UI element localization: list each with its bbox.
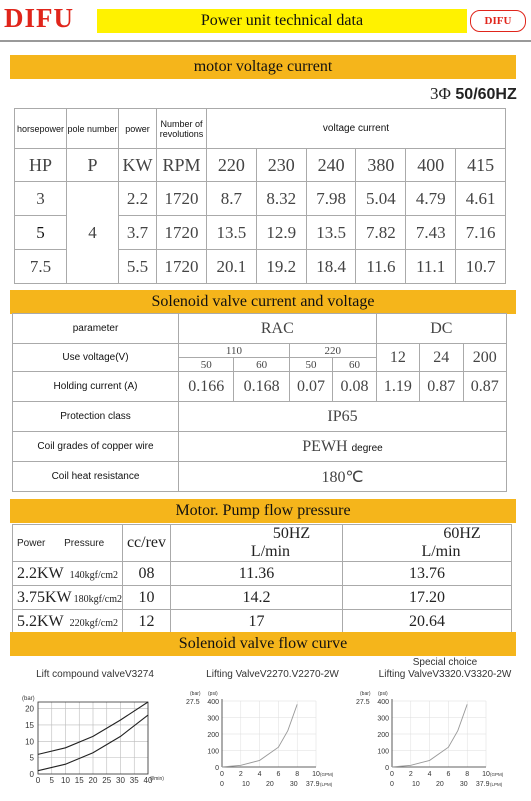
- special-choice-label: Special choice: [412, 657, 478, 668]
- x2-axis-label: (LPM): [320, 782, 333, 787]
- cell-rpm: 1720: [157, 250, 207, 284]
- sym-kw: KW: [119, 149, 157, 182]
- chart-lifting-valve-v2270: [182, 689, 342, 794]
- label-heat-resistance: Coil heat resistance: [13, 462, 179, 492]
- chart2-title: Lifting ValveV2270.V2270-2W: [206, 669, 339, 680]
- section-title-solenoid-current: Solenoid valve current and voltage: [10, 290, 516, 314]
- y-tick-label: 200: [207, 732, 219, 739]
- cell-current: 8.32: [256, 182, 306, 216]
- chart-lifting-valve-v3320: [352, 689, 512, 794]
- cell-cc-rev: 08: [122, 562, 170, 586]
- x-tick-label: 25: [102, 776, 112, 785]
- chart-lift-compound-valve: [10, 692, 170, 792]
- x-axis-label: (l/min): [150, 776, 164, 782]
- x-tick-label: 35: [129, 776, 139, 785]
- table-row: [13, 462, 507, 492]
- label-use-voltage: Use voltage(V): [13, 344, 179, 372]
- cell-current: 13.5: [306, 216, 356, 250]
- col-horsepower: horsepower: [15, 109, 67, 149]
- col-power: power: [119, 109, 157, 149]
- cell-current: 4.79: [406, 182, 456, 216]
- cell-hp: 3: [15, 182, 67, 216]
- cell-current: 7.43: [406, 216, 456, 250]
- x-tick-label: 0: [35, 776, 41, 785]
- x2-axis-label: (LPM): [490, 782, 503, 787]
- cell-power: 2.2KW: [17, 564, 64, 582]
- y-axis-label: (bar): [22, 696, 35, 702]
- x-tick-label: 10: [61, 776, 70, 785]
- col-60hz: [342, 525, 511, 562]
- cell-60hz: 20.64: [342, 610, 511, 634]
- x-tick-label: 15: [74, 776, 84, 785]
- x-tick-label: 40: [143, 776, 153, 785]
- voltage-380: 380: [356, 149, 406, 182]
- y-tick-label: 100: [377, 748, 389, 756]
- x2-tick-label: 0: [220, 781, 224, 788]
- phase-symbol: 3Φ: [430, 84, 451, 103]
- label-parameter: parameter: [13, 314, 179, 344]
- sym-p: P: [67, 149, 119, 182]
- col-60hz-label: 60HZ: [443, 525, 481, 542]
- cell-current: 12.9: [256, 216, 306, 250]
- col-50hz-unit: L/min: [250, 543, 291, 560]
- y-tick-label: 5: [29, 753, 34, 763]
- header: [0, 0, 531, 40]
- cell-kw: 3.7: [119, 216, 157, 250]
- y-tick-label: 400: [207, 699, 219, 706]
- voltage-230: 230: [256, 149, 306, 182]
- col-revolutions: Number of revolutions: [157, 109, 207, 149]
- cell-rpm: 1720: [157, 182, 207, 216]
- table-header-row: [13, 525, 512, 562]
- y2-axis-label: (psi): [208, 691, 218, 697]
- x-tick-label: 2: [408, 771, 413, 778]
- table-row: [13, 432, 507, 462]
- cell-pressure: 180kgf/cm2: [73, 593, 122, 605]
- voltage-110: 110: [179, 344, 290, 358]
- cell-current: 10.7: [456, 250, 506, 284]
- cell-pressure: 140kgf/cm2: [69, 569, 118, 581]
- cell-hp: 7.5: [15, 250, 67, 284]
- table-row: [13, 314, 507, 344]
- x-tick-label: 10: [482, 771, 490, 778]
- x2-tick-label: 37.9: [305, 781, 320, 788]
- x-tick-label: 8: [465, 771, 470, 778]
- col-pole-number: pole number: [67, 109, 119, 149]
- cell-50hz: 14.2: [170, 586, 342, 610]
- holding-value: 1.19: [376, 372, 419, 402]
- table-row: [13, 562, 512, 586]
- solenoid-current-table: [12, 313, 507, 492]
- x2-tick-label: 0: [390, 781, 394, 788]
- dc-voltage-200: 200: [463, 344, 507, 372]
- cell-current: 8.7: [207, 182, 257, 216]
- pump-flow-table: [12, 524, 512, 634]
- y-axis-label: (bar): [190, 691, 201, 697]
- col-cc-rev: cc/rev: [122, 525, 170, 562]
- table-symbol-row: [15, 149, 506, 182]
- cell-current: 11.6: [356, 250, 406, 284]
- y-tick-label: 0: [215, 765, 219, 772]
- holding-value: 0.07: [289, 372, 332, 402]
- holding-value: 0.87: [420, 372, 463, 402]
- cell-60hz: 17.20: [342, 586, 511, 610]
- freq-50: 50: [289, 358, 332, 372]
- difu-badge-logo: DIFU: [470, 10, 526, 32]
- cell-current: 7.98: [306, 182, 356, 216]
- label-protection-class: Protection class: [13, 402, 179, 432]
- cell-current: 13.5: [207, 216, 257, 250]
- holding-value: 0.166: [179, 372, 234, 402]
- cell-power: 5.2KW: [17, 612, 64, 630]
- cell-kw: 5.5: [119, 250, 157, 284]
- x-axis-label: (GPM): [320, 772, 334, 777]
- cell-50hz: 17: [170, 610, 342, 634]
- section-title-pump-flow: Motor. Pump flow pressure: [10, 499, 516, 523]
- y-tick-label: 400: [377, 699, 389, 706]
- x-tick-label: 0: [220, 771, 224, 778]
- col-60hz-unit: L/min: [421, 543, 461, 560]
- y-tick-label: 0: [385, 765, 389, 772]
- y-tick-label: 15: [25, 720, 34, 730]
- cell-current: 7.82: [356, 216, 406, 250]
- holding-value: 0.168: [234, 372, 289, 402]
- y-tick-label: 300: [207, 715, 219, 723]
- cell-current: 20.1: [207, 250, 257, 284]
- table-header-row: [15, 109, 506, 149]
- header-divider: [0, 40, 531, 42]
- voltage-220: 220: [289, 344, 376, 358]
- col-pressure: Pressure: [64, 537, 105, 549]
- x-tick-label: 30: [116, 776, 125, 785]
- voltage-400: 400: [406, 149, 456, 182]
- cell-cc-rev: 10: [122, 586, 170, 610]
- chart1-title: Lift compound valveV3274: [36, 669, 154, 680]
- table-row: [13, 344, 507, 358]
- section-title-flow-curve: Solenoid valve flow curve: [10, 632, 516, 656]
- cell-power-pressure: [13, 610, 123, 634]
- holding-value: 0.08: [333, 372, 376, 402]
- x-tick-label: 20: [88, 776, 98, 785]
- y2-tick-label: 27.5: [356, 699, 370, 706]
- cell-kw: 2.2: [119, 182, 157, 216]
- page-title: Power unit technical data: [97, 9, 467, 33]
- x-tick-label: 6: [276, 771, 281, 778]
- label-holding-current: Holding current (A): [13, 372, 179, 402]
- x2-tick-label: 20: [265, 781, 274, 788]
- cell-60hz: 13.76: [342, 562, 511, 586]
- dc-voltage-12: 12: [376, 344, 419, 372]
- y-tick-label: 10: [25, 737, 34, 747]
- freq-50: 50: [179, 358, 234, 372]
- col-50hz-label: 50HZ: [272, 525, 311, 542]
- coil-grade-unit: degree: [351, 442, 383, 454]
- cell-current: 5.04: [356, 182, 406, 216]
- y-tick-label: 20: [25, 704, 34, 714]
- cell-pole: 4: [67, 182, 119, 284]
- table-row: [13, 586, 512, 610]
- voltage-415: 415: [456, 149, 506, 182]
- x-tick-label: 8: [295, 771, 300, 778]
- table-row: [13, 610, 512, 634]
- y-tick-label: 100: [207, 748, 219, 756]
- cell-power-pressure: [13, 562, 123, 586]
- table-row: [13, 402, 507, 432]
- cell-current: 7.16: [456, 216, 506, 250]
- dc-voltage-24: 24: [420, 344, 463, 372]
- difu-logo: DIFU: [4, 3, 74, 33]
- voltage-240: 240: [306, 149, 356, 182]
- col-power: Power: [17, 537, 46, 549]
- x2-tick-label: 37.9: [475, 781, 490, 788]
- x2-tick-label: 30: [289, 781, 298, 788]
- cell-current: 11.1: [406, 250, 456, 284]
- x2-tick-label: 10: [242, 781, 250, 788]
- cell-current: 4.61: [456, 182, 506, 216]
- y2-tick-label: 27.5: [186, 699, 200, 706]
- x-tick-label: 6: [446, 771, 451, 778]
- y-tick-label: 200: [377, 732, 389, 739]
- x-tick-label: 4: [427, 771, 432, 778]
- coil-grade: PEWH: [302, 437, 348, 455]
- sym-rpm: RPM: [157, 149, 207, 182]
- x2-tick-label: 30: [459, 781, 468, 788]
- x-tick-label: 10: [312, 771, 320, 778]
- cell-50hz: 11.36: [170, 562, 342, 586]
- x2-tick-label: 10: [412, 781, 420, 788]
- heat-resistance-value: 180℃: [179, 462, 507, 492]
- col-50hz: [170, 525, 342, 562]
- cell-hp: 5: [15, 216, 67, 250]
- phase-label: [430, 84, 517, 104]
- col-power-pressure: [13, 525, 123, 562]
- dc-header: DC: [376, 314, 506, 344]
- cell-power-pressure: [13, 586, 123, 610]
- cell-pressure: 220kgf/cm2: [69, 617, 118, 629]
- rac-header: RAC: [179, 314, 377, 344]
- motor-voltage-table: [14, 108, 506, 284]
- cell-power: 3.75KW: [17, 588, 72, 606]
- section-title-motor-voltage: motor voltage current: [10, 55, 516, 79]
- x-tick-label: 4: [257, 771, 262, 778]
- voltage-220: 220: [207, 149, 257, 182]
- coil-grade-value: [179, 432, 507, 462]
- sym-hp: HP: [15, 149, 67, 182]
- cell-rpm: 1720: [157, 216, 207, 250]
- y-axis-label: (bar): [360, 691, 371, 697]
- freq-60: 60: [234, 358, 289, 372]
- x-tick-label: 2: [238, 771, 243, 778]
- x2-tick-label: 20: [435, 781, 444, 788]
- y-tick-label: 0: [29, 770, 34, 779]
- chart3-title: Lifting ValveV3320.V3320-2W: [378, 669, 512, 680]
- label-coil-grade: Coil grades of copper wire: [13, 432, 179, 462]
- x-tick-label: 0: [390, 771, 394, 778]
- y-tick-label: 300: [377, 715, 389, 723]
- table-row: [15, 182, 506, 216]
- holding-value: 0.87: [463, 372, 507, 402]
- x-tick-label: 5: [49, 776, 54, 785]
- protection-value: IP65: [179, 402, 507, 432]
- phase-frequency: 50/60HZ: [455, 86, 517, 103]
- cell-cc-rev: 12: [122, 610, 170, 634]
- col-voltage-current: voltage current: [207, 109, 506, 149]
- table-row: [13, 372, 507, 402]
- x-axis-label: (GPM): [490, 772, 504, 777]
- y2-axis-label: (psi): [378, 691, 388, 697]
- freq-60: 60: [333, 358, 376, 372]
- cell-current: 19.2: [256, 250, 306, 284]
- cell-current: 18.4: [306, 250, 356, 284]
